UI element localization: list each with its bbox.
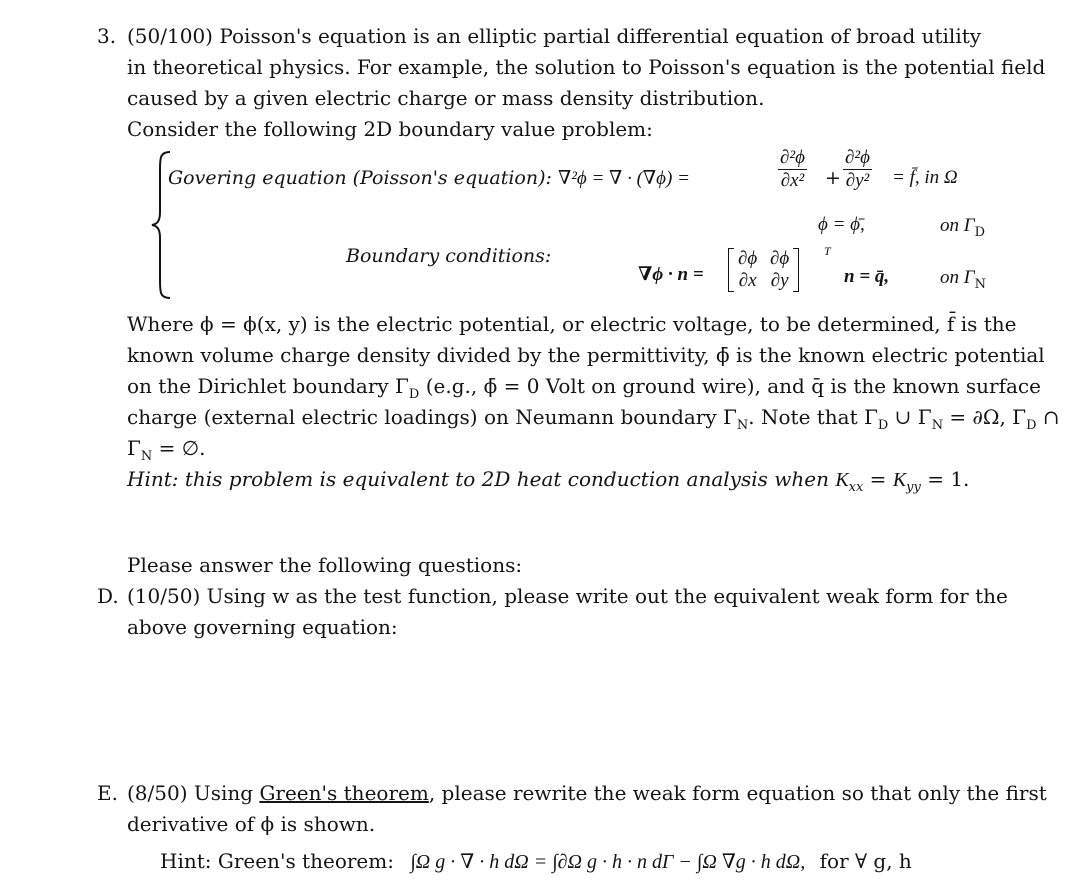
- desc-l5-a: Γ: [127, 436, 141, 460]
- desc-l4-a: charge (external electric loadings) on Neumann boundary Γ: [127, 405, 737, 429]
- hint-heat-conduction: [127, 467, 969, 500]
- matrix-dphi-2: ∂ϕ: [769, 248, 790, 269]
- description-line-3: [127, 374, 1041, 407]
- desc-l3-a: on the Dirichlet boundary Γ: [127, 374, 409, 398]
- frac-d2phi-dx2: [778, 147, 807, 192]
- question-3-line-2: in theoretical physics. For example, the solution to Poisson's equation is the potential field: [127, 55, 1046, 79]
- dirichlet-on-text: on Γ: [940, 215, 975, 236]
- hint1-kyy: K: [892, 469, 907, 491]
- frac-denominator: ∂x²: [780, 170, 805, 191]
- matrix-dy: ∂y: [770, 270, 789, 291]
- desc-l4-b: . Note that Γ: [748, 405, 878, 429]
- question-3-line-3: caused by a given electric charge or mass density distribution.: [127, 86, 765, 110]
- hint2-forall: for ∀ g, h: [819, 849, 912, 873]
- please-answer: Please answer the following questions:: [127, 553, 523, 577]
- greens-theorem-hint: [160, 848, 912, 875]
- desc-l4-c: ∪ Γ: [888, 405, 932, 429]
- boundary-conditions-label: Boundary conditions:: [346, 245, 552, 267]
- governing-rhs: = f̄, in Ω: [892, 167, 958, 188]
- question-e-line-2: derivative of ϕ is shown.: [127, 812, 376, 836]
- neumann-lhs: ∇ϕ · n =: [638, 264, 704, 285]
- description-line-1: Where ϕ = ϕ(x, y) is the electric potential, or electric voltage, to be determined, f̄ is the: [127, 312, 1017, 336]
- dirichlet-on: [940, 214, 985, 244]
- question-d-line-2: above governing equation:: [127, 615, 398, 639]
- description-line-2: known volume charge density divided by the permittivity, ϕ̄ is the known electric potential: [127, 343, 1045, 367]
- governing-equation: [168, 167, 690, 190]
- description-line-4: [127, 405, 1060, 438]
- desc-l5-sub: N: [140, 449, 153, 464]
- plus-sign: +: [825, 167, 841, 189]
- frac-d2phi-dy2: [843, 147, 872, 192]
- question-3-number: 3.: [97, 24, 117, 48]
- frac-numerator: ∂²ϕ: [845, 147, 870, 168]
- matrix-dx: ∂x: [738, 270, 757, 291]
- neumann-sub: N: [974, 276, 986, 292]
- hint2-label: Hint: Green's theorem:: [160, 849, 394, 873]
- neumann-gradient-matrix: [728, 248, 799, 292]
- hint1-tail: = 1.: [920, 467, 970, 491]
- dirichlet-sub: D: [974, 224, 985, 240]
- hint1-eq: =: [863, 467, 893, 491]
- question-3-line-1: (50/100) Poisson's equation is an elliptic partial differential equation of broad utility: [127, 24, 982, 48]
- governing-lhs: ∇²ϕ = ∇ · (∇ϕ) =: [557, 168, 690, 189]
- hint1-kxx-sub: xx: [848, 480, 864, 495]
- desc-l4-sub4: D: [1026, 418, 1037, 433]
- desc-l4-sub2: D: [877, 418, 889, 433]
- desc-l4-d: = ∂Ω, Γ: [943, 405, 1027, 429]
- desc-l4-e: ∩: [1036, 405, 1060, 429]
- question-3-line-4: Consider the following 2D boundary value problem:: [127, 117, 653, 141]
- question-e-line-1: [127, 781, 1047, 805]
- desc-l4-sub1: N: [736, 418, 749, 433]
- hint2-formula: ∫Ω g · ∇ · h dΩ = ∫∂Ω g · h · n dΓ − ∫Ω ∇g · h dΩ,: [410, 851, 806, 873]
- desc-l3-sub: D: [408, 387, 420, 402]
- question-d-letter: D.: [97, 584, 119, 608]
- hint1-kyy-sub: yy: [906, 480, 921, 495]
- desc-l4-sub3: N: [931, 418, 944, 433]
- question-e-pre: (8/50) Using: [127, 781, 260, 805]
- neumann-on: [940, 266, 986, 296]
- desc-l3-b: (e.g., ϕ̄ = 0 Volt on ground wire), and q̄ is the known surface: [419, 374, 1041, 398]
- governing-label: Govering equation (Poisson's equation):: [168, 167, 558, 189]
- question-e-post: , please rewrite the weak form equation so that only the first: [428, 781, 1047, 805]
- hint1-text: Hint: this problem is equivalent to 2D heat conduction analysis when: [127, 467, 836, 491]
- hint1-kxx: K: [835, 469, 849, 491]
- matrix-dphi-1: ∂ϕ: [738, 248, 758, 269]
- question-e-letter: E.: [97, 781, 118, 805]
- neumann-rhs: n = q̄,: [844, 266, 890, 287]
- frac-numerator: ∂²ϕ: [780, 147, 805, 168]
- neumann-on-text: on Γ: [940, 267, 975, 288]
- dirichlet-equation: ϕ = ϕ̄,: [818, 214, 865, 235]
- desc-l5-b: = ∅.: [152, 436, 206, 460]
- frac-denominator: ∂y²: [845, 170, 870, 191]
- transpose-superscript: T: [824, 244, 831, 258]
- description-line-5: [127, 436, 206, 469]
- greens-theorem-text: Green's theorem: [259, 781, 429, 805]
- question-d-line-1: (10/50) Using w as the test function, please write out the equivalent weak form for the: [127, 584, 1008, 608]
